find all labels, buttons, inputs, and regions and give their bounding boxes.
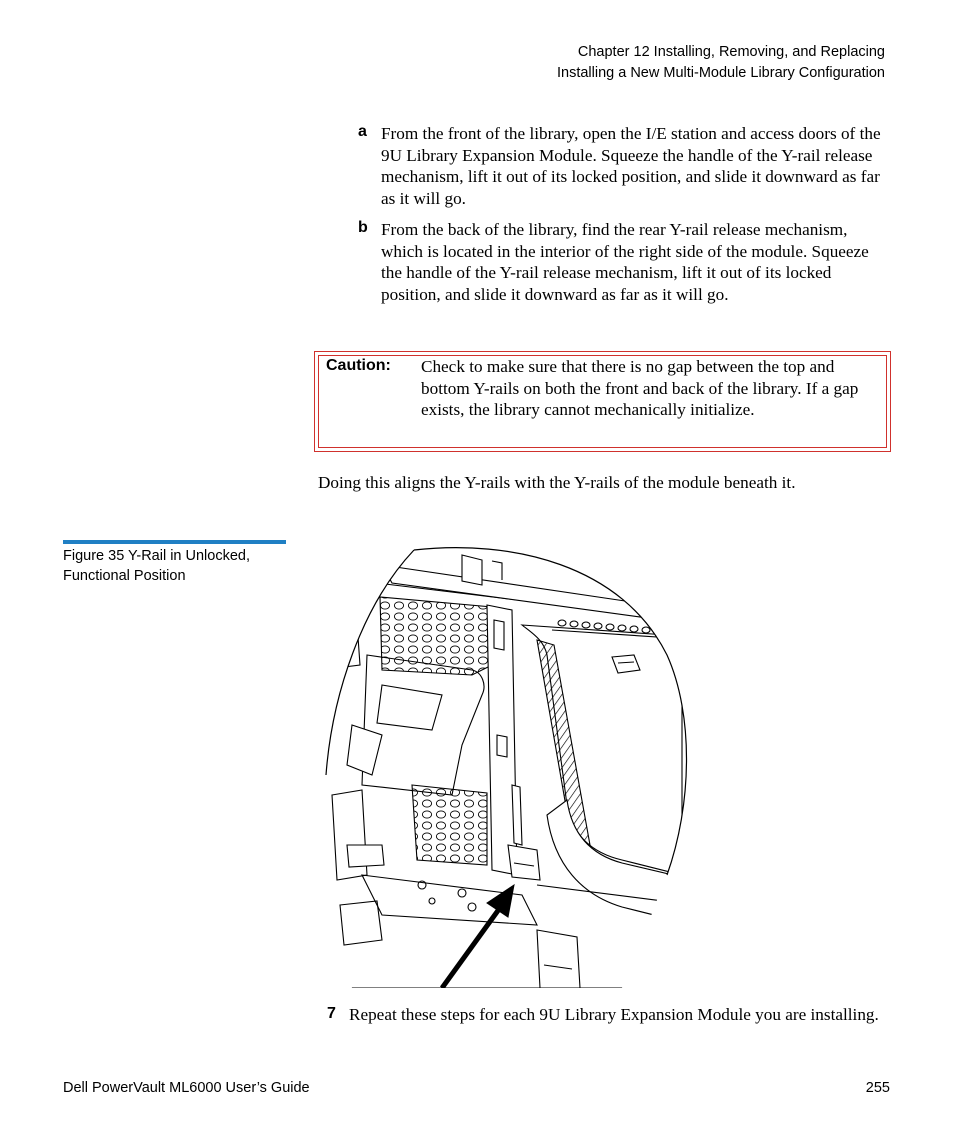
figure-caption-rule [63,540,286,544]
step-7 [327,1004,887,1026]
step-7-label: 7 [327,1005,336,1022]
step-b-label: b [358,219,368,236]
page-number: 255 [865,1080,890,1096]
step-a [358,123,893,209]
step-a-text: From the front of the library, open the I/E station and access doors of the 9U Library Expansion Module. Squeeze the handle of the Y-rail release mechanism, lift it out of its locked position, and slide it downward as far as it will go. [381,124,881,208]
y-rail-illustration [322,545,694,988]
step-7-text: Repeat these steps for each 9U Library Expansion Module you are installing. [349,1005,879,1024]
figure-caption: Figure 35 Y-Rail in Unlocked, Functional Position [63,548,250,584]
running-header-section: Installing a New Multi-Module Library Configuration [556,65,885,81]
running-header-chapter: Chapter 12 Installing, Removing, and Replacing [577,44,885,60]
step-b-text: From the back of the library, find the rear Y-rail release mechanism, which is located in the interior of the right side of the module. Squeeze the handle of the Y-rail release mechanism, lift it out of its locked position, and slide it downward as far as it will go. [381,220,869,304]
step-a-label: a [358,123,367,140]
caution-label: Caution: [326,357,391,374]
step-b [358,219,893,305]
caution-text: Check to make sure that there is no gap between the top and bottom Y-rails on both the front and back of the library. If a gap exists, the library cannot mechanically initialize. [421,357,859,419]
body-paragraph: Doing this aligns the Y-rails with the Y-rails of the module beneath it. [318,473,796,492]
caution-box [314,351,891,452]
footer-title: Dell PowerVault ML6000 User’s Guide [63,1080,310,1096]
